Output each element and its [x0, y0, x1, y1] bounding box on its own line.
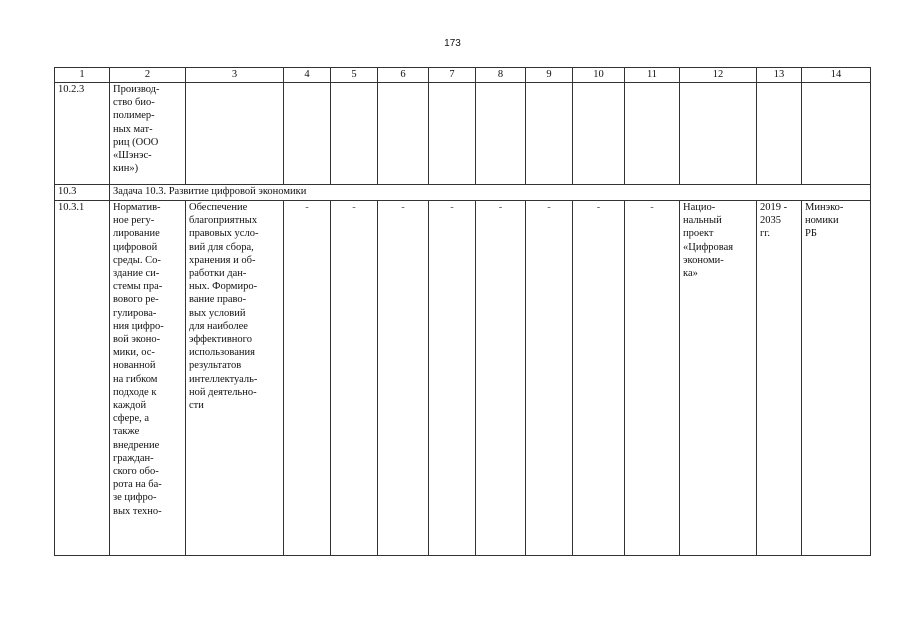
header-cell: 2	[110, 68, 186, 83]
header-cell: 1	[55, 68, 110, 83]
dash-cell: -	[526, 201, 573, 556]
national-project: Нацио- нальный проект «Цифровая экономи- ка»	[680, 201, 757, 556]
implementation-period: 2019 - 2035 гг.	[757, 201, 802, 556]
header-cell: 8	[476, 68, 526, 83]
empty-cell	[625, 83, 680, 185]
empty-cell	[680, 83, 757, 185]
measure-name: Норматив- ное регу- лирование цифровой среды. Со- здание си- стемы пра- вового ре- гулирова- ния цифро- вой эконо- мики, ос- нованной на гибком подходе к каждой сфере, а также внедрение граждан- ского обо- рота на ба- зе цифро- вых техно-	[110, 201, 186, 556]
header-cell: 10	[573, 68, 625, 83]
dash-cell: -	[625, 201, 680, 556]
header-cell: 4	[284, 68, 331, 83]
table-row-10-3	[55, 185, 871, 201]
dash-cell: -	[284, 201, 331, 556]
empty-cell	[378, 83, 429, 185]
header-cell: 13	[757, 68, 802, 83]
row-code: 10.3	[55, 185, 110, 201]
header-cell: 6	[378, 68, 429, 83]
dash-cell: -	[429, 201, 476, 556]
empty-cell	[186, 83, 284, 185]
dash-cell: -	[378, 201, 429, 556]
header-cell: 7	[429, 68, 476, 83]
plan-table	[54, 67, 871, 556]
dash-cell: -	[476, 201, 526, 556]
header-cell: 14	[802, 68, 871, 83]
measure-name: Производ- ство био- полимер- ных мат- риц (ООО «Шэнэс- кин»)	[110, 83, 186, 185]
task-title: Задача 10.3. Развитие цифровой экономики	[110, 185, 871, 201]
header-cell: 12	[680, 68, 757, 83]
dash-cell: -	[573, 201, 625, 556]
row-code: 10.3.1	[55, 201, 110, 556]
header-cell: 3	[186, 68, 284, 83]
empty-cell	[429, 83, 476, 185]
empty-cell	[476, 83, 526, 185]
table-row-10-3-1	[55, 201, 871, 556]
empty-cell	[284, 83, 331, 185]
page-number: 173	[444, 38, 461, 49]
responsible-executor: Минэко- номики РБ	[802, 201, 871, 556]
header-row	[55, 68, 871, 83]
dash-cell: -	[331, 201, 378, 556]
empty-cell	[331, 83, 378, 185]
empty-cell	[802, 83, 871, 185]
table-row-10-2-3	[55, 83, 871, 185]
empty-cell	[526, 83, 573, 185]
header-cell: 9	[526, 68, 573, 83]
empty-cell	[757, 83, 802, 185]
empty-cell	[573, 83, 625, 185]
header-cell: 5	[331, 68, 378, 83]
header-cell: 11	[625, 68, 680, 83]
row-code: 10.2.3	[55, 83, 110, 185]
expected-result: Обеспечение благоприятных правовых усло- вий для сбора, хранения и об- работки дан- ных. Формиро- вание право- вых условий для наиболее эффективного использования результатов интеллектуаль- ной деятельно- сти	[186, 201, 284, 556]
